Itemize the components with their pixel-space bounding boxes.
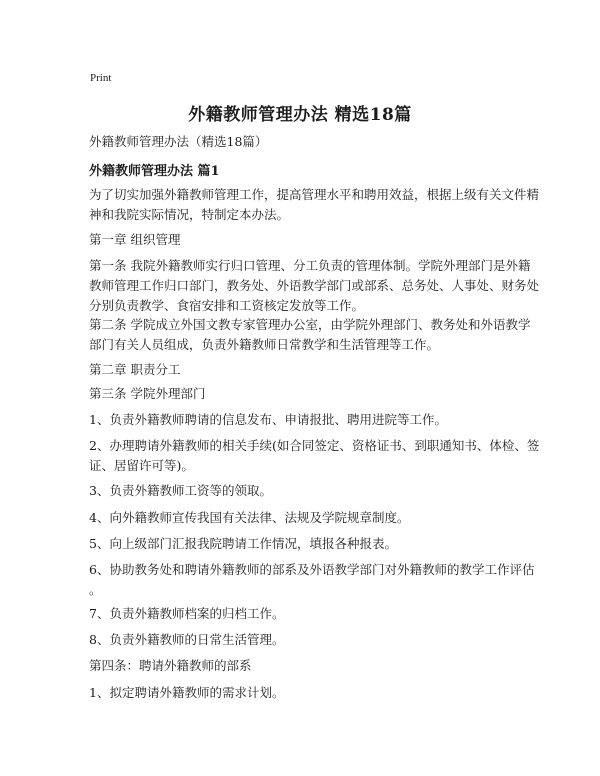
article-heading: 第三条 学院外理部门 [89, 386, 206, 401]
paragraph-line: 第二条 学院成立外国文教专家管理办公室，由学院外理部门、教务处和外语教学 [89, 317, 531, 332]
list-item: 5、向上级部门汇报我院聘请工作情况，填报各种报表。 [89, 536, 397, 551]
paragraph-line: 为了切实加强外籍教师管理工作，提高管理水平和聘用效益，根据上级有关文件精 [89, 187, 540, 202]
chapter-heading: 第一章 组织管理 [89, 232, 181, 247]
article-heading: 第四条：聘请外籍教师的部系 [89, 658, 252, 673]
paragraph-line: 部门有关人员组成，负责外籍教师日常教学和生活管理等工作。 [89, 337, 440, 352]
list-item [89, 436, 539, 476]
paragraph-line: 分别负责教学、食宿安排和工资核定发放等工作。 [89, 298, 365, 313]
paragraph-article-2 [89, 315, 530, 355]
list-item: 1、负责外籍教师聘请的信息发布、申请报批、聘用进院等工作。 [89, 412, 447, 427]
paragraph-intro [89, 185, 539, 225]
paragraph-article-1 [89, 256, 539, 316]
chapter-heading: 第二章 职责分工 [89, 362, 181, 377]
print-link[interactable]: Print [90, 72, 112, 84]
paragraph-line: 2、办理聘请外籍教师的相关手续(如合同签定、资格证书、到职通知书、体检、签 [89, 438, 540, 453]
document-title: 外籍教师管理办法 精选18篇 [188, 105, 412, 125]
list-item [89, 560, 534, 600]
list-item: 1、拟定聘请外籍教师的需求计划。 [89, 685, 285, 700]
paragraph-line: 第一条 我院外籍教师实行归口管理、分工负责的管理体制。学院外理部门是外籍 [89, 258, 531, 273]
paragraph-line: 。 [89, 582, 102, 597]
list-item: 3、负责外籍教师工资等的领取。 [89, 483, 272, 498]
list-item: 4、向外籍教师宣传我国有关法律、法规及学院规章制度。 [89, 510, 410, 525]
paragraph-line: 6、协助教务处和聘请外籍教师的部系及外语教学部门对外籍教师的教学工作评估 [89, 562, 535, 577]
section-heading: 外籍教师管理办法 篇1 [89, 164, 220, 179]
paragraph-line: 神和我院实际情况，特制定本办法。 [89, 207, 290, 222]
document-subtitle: 外籍教师管理办法（精选18篇） [89, 134, 268, 149]
list-item: 8、负责外籍教师的日常生活管理。 [89, 632, 285, 647]
paragraph-line: 证、居留许可等)。 [89, 458, 194, 473]
paragraph-line: 教师管理工作归口部门，教务处、外语教学部门或部系、总务处、人事处、财务处 [89, 278, 540, 293]
list-item: 7、负责外籍教师档案的归档工作。 [89, 606, 285, 621]
